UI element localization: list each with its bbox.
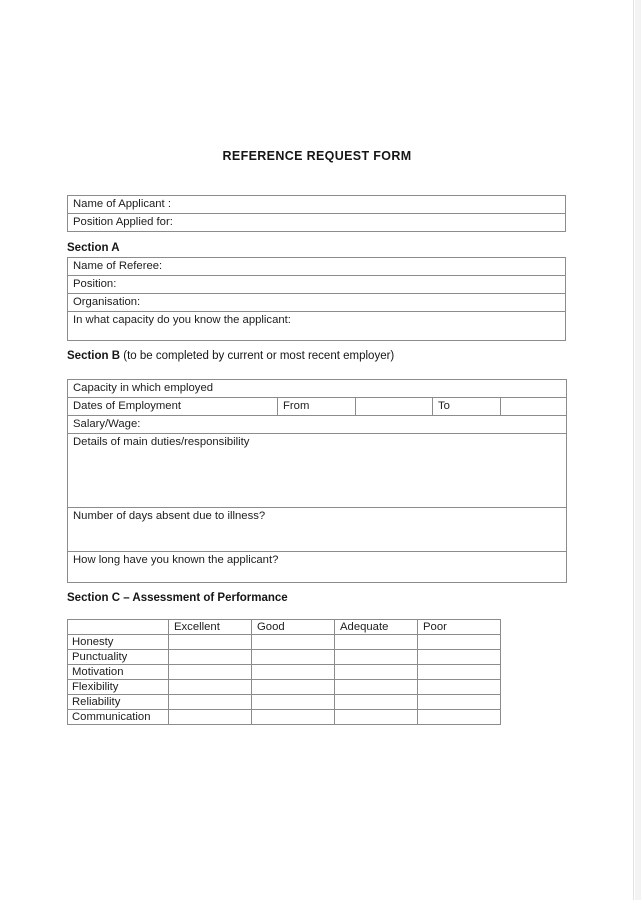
name-of-applicant-field[interactable] [68,196,566,214]
page-right-gutter [635,0,641,900]
referee-organisation-label: Organisation: [73,296,141,308]
section-c-assessment-table [67,619,501,725]
table-row [68,258,566,276]
employment-to-label-cell [433,398,501,416]
criterion-flexibility-label: Flexibility [72,681,119,693]
column-header-poor [418,620,501,635]
assessment-corner-cell [68,620,169,635]
column-header-excellent-label: Excellent [174,621,220,633]
how-long-known-field[interactable] [68,552,567,583]
table-row [68,214,566,232]
rating-honesty-good[interactable] [252,635,335,650]
column-header-good-label: Good [257,621,285,633]
rating-flexibility-good[interactable] [252,680,335,695]
table-row [68,398,567,416]
rating-motivation-good[interactable] [252,665,335,680]
rating-reliability-poor[interactable] [418,695,501,710]
column-header-excellent [169,620,252,635]
applicant-details-table [67,195,566,232]
table-row [68,650,501,665]
employment-from-label: From [283,400,310,412]
section-a-heading: Section A [67,242,120,254]
employment-from-label-cell [278,398,356,416]
section-b-heading-strong: Section B [67,350,121,362]
table-row [68,635,501,650]
criterion-reliability-cell [68,695,169,710]
rating-communication-poor[interactable] [418,710,501,725]
rating-honesty-excellent[interactable] [169,635,252,650]
column-header-good [252,620,335,635]
table-row [68,710,501,725]
rating-communication-good[interactable] [252,710,335,725]
dates-of-employment-label: Dates of Employment [73,400,181,412]
main-duties-label: Details of main duties/responsibility [73,436,250,448]
criterion-motivation-cell [68,665,169,680]
capacity-known-field[interactable] [68,312,566,341]
position-applied-for-label: Position Applied for: [73,216,173,228]
rating-honesty-adequate[interactable] [335,635,418,650]
name-of-referee-field[interactable] [68,258,566,276]
table-row [68,312,566,341]
name-of-referee-label: Name of Referee: [73,260,163,272]
table-row [68,416,567,434]
main-duties-field[interactable] [68,434,567,508]
table-row [68,276,566,294]
criterion-communication-label: Communication [72,711,151,723]
rating-punctuality-adequate[interactable] [335,650,418,665]
rating-reliability-adequate[interactable] [335,695,418,710]
table-row [68,196,566,214]
table-row [68,665,501,680]
days-absent-field[interactable] [68,508,567,552]
section-b-heading-note: (to be completed by current or most recent employer) [120,350,395,362]
rating-flexibility-adequate[interactable] [335,680,418,695]
section-a-table [67,257,566,341]
criterion-punctuality-label: Punctuality [72,651,128,663]
section-c-heading: Section C – Assessment of Performance [67,592,288,604]
salary-wage-field[interactable] [68,416,567,434]
referee-position-field[interactable] [68,276,566,294]
capacity-employed-field[interactable] [68,380,567,398]
table-row [68,434,567,508]
capacity-known-label: In what capacity do you know the applicant: [73,314,291,326]
rating-flexibility-excellent[interactable] [169,680,252,695]
rating-communication-adequate[interactable] [335,710,418,725]
section-b-heading [67,350,394,362]
page-title: REFERENCE REQUEST FORM [222,149,412,163]
column-header-poor-label: Poor [423,621,447,633]
rating-reliability-good[interactable] [252,695,335,710]
table-row [68,552,567,583]
rating-flexibility-poor[interactable] [418,680,501,695]
table-row [68,508,567,552]
criterion-honesty-cell [68,635,169,650]
table-row [68,695,501,710]
criterion-flexibility-cell [68,680,169,695]
criterion-reliability-label: Reliability [72,696,121,708]
table-row [68,294,566,312]
position-applied-for-field[interactable] [68,214,566,232]
criterion-honesty-label: Honesty [72,636,114,648]
rating-punctuality-excellent[interactable] [169,650,252,665]
section-b-table [67,379,567,583]
how-long-known-label: How long have you known the applicant? [73,554,279,566]
rating-honesty-poor[interactable] [418,635,501,650]
rating-reliability-excellent[interactable] [169,695,252,710]
salary-wage-label: Salary/Wage: [73,418,141,430]
column-header-adequate-label: Adequate [340,621,389,633]
employment-to-value-field[interactable] [501,398,567,416]
criterion-motivation-label: Motivation [72,666,124,678]
employment-from-value-field[interactable] [356,398,433,416]
days-absent-label: Number of days absent due to illness? [73,510,266,522]
rating-motivation-adequate[interactable] [335,665,418,680]
criterion-communication-cell [68,710,169,725]
rating-motivation-poor[interactable] [418,665,501,680]
rating-punctuality-poor[interactable] [418,650,501,665]
column-header-adequate [335,620,418,635]
capacity-employed-label: Capacity in which employed [73,382,214,394]
referee-organisation-field[interactable] [68,294,566,312]
dates-of-employment-label-cell [68,398,278,416]
table-row [68,380,567,398]
criterion-punctuality-cell [68,650,169,665]
referee-position-label: Position: [73,278,117,290]
table-row [68,680,501,695]
rating-punctuality-good[interactable] [252,650,335,665]
table-header-row [68,620,501,635]
employment-to-label: To [438,400,450,412]
rating-communication-excellent[interactable] [169,710,252,725]
rating-motivation-excellent[interactable] [169,665,252,680]
name-of-applicant-label: Name of Applicant : [73,198,171,210]
